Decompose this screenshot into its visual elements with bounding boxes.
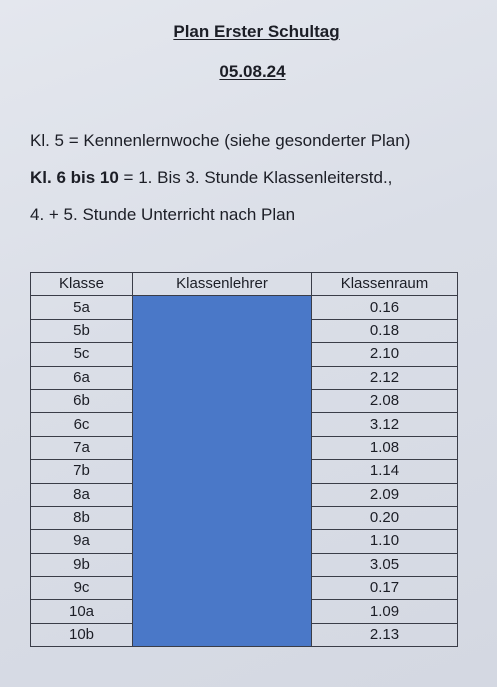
cell-klasse: 10b — [31, 623, 133, 646]
cell-klasse: 6b — [31, 389, 133, 412]
page-title: Plan Erster Schultag — [173, 22, 340, 41]
note-line-2-bold: Kl. 6 bis 10 — [30, 168, 119, 187]
cell-klassenraum: 1.08 — [312, 436, 458, 459]
cell-klasse: 5c — [31, 343, 133, 366]
cell-klasse: 6c — [31, 413, 133, 436]
cell-klassenraum: 2.13 — [312, 623, 458, 646]
note-line-2 — [30, 168, 392, 188]
cell-klasse: 6a — [31, 366, 133, 389]
cell-klassenraum: 2.10 — [312, 343, 458, 366]
header-klassenraum: Klassenraum — [312, 273, 458, 296]
cell-klasse: 9b — [31, 553, 133, 576]
cell-klasse: 5a — [31, 296, 133, 319]
cell-klassenraum: 0.20 — [312, 506, 458, 529]
cell-klasse: 7a — [31, 436, 133, 459]
cell-klassenraum: 3.12 — [312, 413, 458, 436]
cell-klassenraum: 2.12 — [312, 366, 458, 389]
cell-klasse: 9c — [31, 577, 133, 600]
table-body — [31, 296, 458, 647]
cell-klassenraum: 2.08 — [312, 389, 458, 412]
cell-klasse: 8b — [31, 506, 133, 529]
cell-klasse: 10a — [31, 600, 133, 623]
cell-klasse: 9a — [31, 530, 133, 553]
note-line-2-rest: = 1. Bis 3. Stunde Klassenleiterstd., — [118, 168, 393, 187]
cell-klassenraum: 1.14 — [312, 460, 458, 483]
cell-klasse: 7b — [31, 460, 133, 483]
note-line-3: 4. + 5. Stunde Unterricht nach Plan — [30, 205, 296, 224]
cell-klassenraum: 2.09 — [312, 483, 458, 506]
table-row — [31, 296, 458, 319]
cell-klassenraum: 0.18 — [312, 319, 458, 342]
cell-klasse: 5b — [31, 319, 133, 342]
cell-klassenraum: 0.17 — [312, 577, 458, 600]
redacted-teacher-block — [133, 296, 312, 647]
cell-klasse: 8a — [31, 483, 133, 506]
header-klasse: Klasse — [31, 273, 133, 296]
page-date: 05.08.24 — [219, 62, 286, 81]
note-line-1: Kl. 5 = Kennenlernwoche (siehe gesonderter Plan) — [30, 131, 411, 150]
cell-klassenraum: 3.05 — [312, 553, 458, 576]
cell-klassenraum: 1.09 — [312, 600, 458, 623]
header-klassenlehrer: Klassenlehrer — [133, 273, 312, 296]
table-header-row — [31, 273, 458, 296]
class-room-table — [30, 272, 458, 647]
cell-klassenraum: 1.10 — [312, 530, 458, 553]
cell-klassenraum: 0.16 — [312, 296, 458, 319]
